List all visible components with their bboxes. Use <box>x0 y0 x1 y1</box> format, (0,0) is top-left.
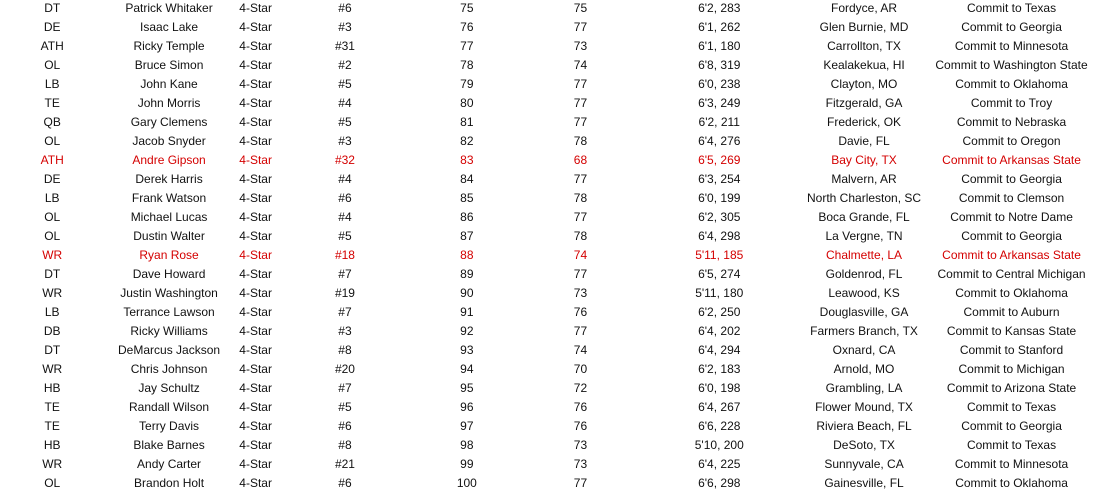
position-cell: WR <box>42 457 63 471</box>
hometown-cell: Gainesville, FL <box>824 476 904 490</box>
star-rating-cell: 4-Star <box>239 1 272 15</box>
commit-status-cell: Commit to Minnesota <box>954 39 1069 53</box>
overall-rank-cell: 90 <box>460 286 474 300</box>
height-weight-cell: 6'4, 202 <box>698 324 741 338</box>
star-rating-cell: 4-Star <box>239 115 272 129</box>
height-weight-cell: 6'1, 180 <box>698 39 741 53</box>
height-weight-cell: 6'4, 267 <box>698 400 741 414</box>
position-cell: OL <box>44 476 61 490</box>
table-row <box>0 18 1094 37</box>
position-rank-cell: #5 <box>338 77 352 91</box>
position-rank-cell: #6 <box>338 419 352 433</box>
height-weight-cell: 6'3, 254 <box>698 172 741 186</box>
commit-status-cell: Commit to Stanford <box>959 343 1064 357</box>
height-weight-cell: 6'0, 199 <box>698 191 741 205</box>
position-rank-cell: #8 <box>338 343 352 357</box>
position-cell: ATH <box>40 153 64 167</box>
commit-status-cell: Commit to Arkansas State <box>942 153 1081 167</box>
overall-rank-cell: 88 <box>460 248 474 262</box>
height-weight-cell: 6'4, 225 <box>698 457 741 471</box>
hometown-cell: Sunnyvale, CA <box>824 457 904 471</box>
player-name-cell: John Morris <box>137 96 201 110</box>
rating-cell: 78 <box>573 191 588 205</box>
hometown-cell: Davie, FL <box>838 134 890 148</box>
rating-cell: 77 <box>573 476 588 490</box>
table-row <box>0 341 1094 360</box>
star-rating-cell: 4-Star <box>239 305 272 319</box>
player-name-cell: Andre Gipson <box>132 153 206 167</box>
overall-rank-cell: 95 <box>460 381 474 395</box>
rating-cell: 77 <box>573 77 588 91</box>
rating-cell: 77 <box>573 96 588 110</box>
height-weight-cell: 5'11, 185 <box>695 248 744 262</box>
position-cell: OL <box>44 58 61 72</box>
rating-cell: 73 <box>573 286 588 300</box>
rating-cell: 77 <box>573 20 588 34</box>
star-rating-cell: 4-Star <box>239 381 272 395</box>
overall-rank-cell: 100 <box>456 476 477 490</box>
commit-status-cell: Commit to Auburn <box>963 305 1060 319</box>
table-row <box>0 246 1094 265</box>
commit-status-cell: Commit to Troy <box>970 96 1053 110</box>
position-rank-cell: #7 <box>338 267 352 281</box>
table-row <box>0 322 1094 341</box>
hometown-cell: Bay City, TX <box>831 153 897 167</box>
commit-status-cell: Commit to Notre Dame <box>950 210 1073 224</box>
position-rank-cell: #4 <box>338 172 352 186</box>
table-row <box>0 436 1094 455</box>
rating-cell: 76 <box>573 419 588 433</box>
player-name-cell: Brandon Holt <box>134 476 205 490</box>
overall-rank-cell: 98 <box>460 438 474 452</box>
player-name-cell: Isaac Lake <box>140 20 199 34</box>
position-rank-cell: #3 <box>338 324 352 338</box>
star-rating-cell: 4-Star <box>239 476 272 490</box>
hometown-cell: Boca Grande, FL <box>818 210 910 224</box>
overall-rank-cell: 93 <box>460 343 474 357</box>
overall-rank-cell: 87 <box>460 229 474 243</box>
star-rating-cell: 4-Star <box>239 267 272 281</box>
height-weight-cell: 6'8, 319 <box>698 58 741 72</box>
position-cell: WR <box>42 248 63 262</box>
rating-cell: 70 <box>573 362 588 376</box>
table-row <box>0 284 1094 303</box>
position-cell: OL <box>44 134 61 148</box>
hometown-cell: Chalmette, LA <box>826 248 903 262</box>
player-name-cell: Terry Davis <box>139 419 200 433</box>
table-row <box>0 227 1094 246</box>
position-cell: DT <box>44 1 61 15</box>
player-name-cell: Randall Wilson <box>129 400 210 414</box>
commit-status-cell: Commit to Texas <box>966 1 1057 15</box>
hometown-cell: Farmers Branch, TX <box>810 324 918 338</box>
commit-status-cell: Commit to Oklahoma <box>955 286 1068 300</box>
hometown-cell: North Charleston, SC <box>807 191 922 205</box>
position-cell: TE <box>44 96 60 110</box>
position-rank-cell: #19 <box>334 286 355 300</box>
rating-cell: 74 <box>573 248 588 262</box>
position-rank-cell: #20 <box>334 362 355 376</box>
overall-rank-cell: 77 <box>460 39 474 53</box>
table-row <box>0 398 1094 417</box>
overall-rank-cell: 92 <box>460 324 474 338</box>
hometown-cell: Glen Burnie, MD <box>819 20 909 34</box>
player-name-cell: Jay Schultz <box>138 381 200 395</box>
player-name-cell: Gary Clemens <box>130 115 208 129</box>
table-row <box>0 94 1094 113</box>
overall-rank-cell: 84 <box>460 172 474 186</box>
position-rank-cell: #31 <box>334 39 355 53</box>
position-cell: DE <box>43 172 61 186</box>
star-rating-cell: 4-Star <box>239 457 272 471</box>
star-rating-cell: 4-Star <box>239 191 272 205</box>
table-row <box>0 303 1094 322</box>
position-rank-cell: #7 <box>338 305 352 319</box>
rating-cell: 74 <box>573 343 588 357</box>
overall-rank-cell: 85 <box>460 191 474 205</box>
player-name-cell: Ryan Rose <box>139 248 199 262</box>
rating-cell: 74 <box>573 58 588 72</box>
player-name-cell: Jacob Snyder <box>132 134 206 148</box>
hometown-cell: Flower Mound, TX <box>815 400 913 414</box>
overall-rank-cell: 94 <box>460 362 474 376</box>
star-rating-cell: 4-Star <box>239 286 272 300</box>
position-rank-cell: #5 <box>338 229 352 243</box>
position-cell: LB <box>44 77 60 91</box>
height-weight-cell: 5'11, 180 <box>695 286 744 300</box>
rating-cell: 77 <box>573 267 588 281</box>
position-rank-cell: #3 <box>338 20 352 34</box>
hometown-cell: Carrollton, TX <box>827 39 901 53</box>
position-cell: ATH <box>40 39 64 53</box>
player-name-cell: Michael Lucas <box>130 210 208 224</box>
hometown-cell: DeSoto, TX <box>833 438 895 452</box>
hometown-cell: Goldenrod, FL <box>825 267 903 281</box>
position-cell: WR <box>42 286 63 300</box>
overall-rank-cell: 82 <box>460 134 474 148</box>
star-rating-cell: 4-Star <box>239 362 272 376</box>
player-name-cell: Terrance Lawson <box>123 305 215 319</box>
rating-cell: 73 <box>573 438 588 452</box>
commit-status-cell: Commit to Clemson <box>958 191 1065 205</box>
commit-status-cell: Commit to Central Michigan <box>937 267 1086 281</box>
position-cell: DE <box>43 20 61 34</box>
table-row <box>0 132 1094 151</box>
table-row <box>0 455 1094 474</box>
player-name-cell: DeMarcus Jackson <box>118 343 221 357</box>
position-cell: DT <box>44 267 61 281</box>
player-name-cell: Chris Johnson <box>130 362 208 376</box>
star-rating-cell: 4-Star <box>239 39 272 53</box>
position-cell: TE <box>44 419 60 433</box>
table-row <box>0 151 1094 170</box>
commit-status-cell: Commit to Georgia <box>961 20 1062 34</box>
hometown-cell: Riviera Beach, FL <box>816 419 912 433</box>
position-cell: OL <box>44 229 61 243</box>
star-rating-cell: 4-Star <box>239 343 272 357</box>
table-row <box>0 56 1094 75</box>
rating-cell: 76 <box>573 400 588 414</box>
position-rank-cell: #2 <box>338 58 352 72</box>
hometown-cell: La Vergne, TN <box>825 229 903 243</box>
position-cell: LB <box>44 191 60 205</box>
table-row <box>0 113 1094 132</box>
height-weight-cell: 6'4, 298 <box>698 229 741 243</box>
hometown-cell: Fordyce, AR <box>831 1 898 15</box>
height-weight-cell: 6'4, 276 <box>698 134 741 148</box>
overall-rank-cell: 89 <box>460 267 474 281</box>
position-rank-cell: #6 <box>338 191 352 205</box>
overall-rank-cell: 75 <box>460 1 474 15</box>
position-cell: HB <box>43 381 61 395</box>
table-row <box>0 189 1094 208</box>
rating-cell: 68 <box>573 153 588 167</box>
player-name-cell: Andy Carter <box>137 457 202 471</box>
player-name-cell: Dustin Walter <box>133 229 205 243</box>
height-weight-cell: 6'2, 211 <box>698 115 740 129</box>
position-rank-cell: #4 <box>338 210 352 224</box>
height-weight-cell: 6'5, 274 <box>698 267 741 281</box>
player-name-cell: Ricky Temple <box>133 39 205 53</box>
position-rank-cell: #32 <box>334 153 355 167</box>
overall-rank-cell: 79 <box>460 77 474 91</box>
player-name-cell: Derek Harris <box>135 172 203 186</box>
player-name-cell: Ricky Williams <box>130 324 208 338</box>
hometown-cell: Douglasville, GA <box>819 305 909 319</box>
rating-cell: 76 <box>573 305 588 319</box>
overall-rank-cell: 99 <box>460 457 474 471</box>
star-rating-cell: 4-Star <box>239 134 272 148</box>
position-rank-cell: #7 <box>338 381 352 395</box>
table-row <box>0 37 1094 56</box>
commit-status-cell: Commit to Arkansas State <box>942 248 1081 262</box>
player-name-cell: Frank Watson <box>131 191 207 205</box>
table-row <box>0 379 1094 398</box>
height-weight-cell: 6'3, 249 <box>698 96 741 110</box>
position-rank-cell: #6 <box>338 476 352 490</box>
position-cell: DB <box>43 324 61 338</box>
player-name-cell: Bruce Simon <box>134 58 204 72</box>
position-rank-cell: #8 <box>338 438 352 452</box>
star-rating-cell: 4-Star <box>239 438 272 452</box>
rating-cell: 78 <box>573 134 588 148</box>
rating-cell: 75 <box>573 1 588 15</box>
hometown-cell: Oxnard, CA <box>832 343 896 357</box>
commit-status-cell: Commit to Nebraska <box>956 115 1067 129</box>
star-rating-cell: 4-Star <box>239 20 272 34</box>
commit-status-cell: Commit to Georgia <box>961 229 1062 243</box>
commit-status-cell: Commit to Georgia <box>961 172 1062 186</box>
rating-cell: 77 <box>573 172 588 186</box>
star-rating-cell: 4-Star <box>239 96 272 110</box>
table-row <box>0 208 1094 227</box>
position-rank-cell: #3 <box>338 134 352 148</box>
hometown-cell: Grambling, LA <box>825 381 903 395</box>
commit-status-cell: Commit to Arizona State <box>946 381 1077 395</box>
player-name-cell: Justin Washington <box>120 286 218 300</box>
table-row <box>0 417 1094 436</box>
commit-status-cell: Commit to Kansas State <box>946 324 1077 338</box>
commit-status-cell: Commit to Minnesota <box>954 457 1069 471</box>
height-weight-cell: 6'4, 294 <box>698 343 741 357</box>
player-name-cell: Dave Howard <box>132 267 206 281</box>
commit-status-cell: Commit to Washington State <box>935 58 1088 72</box>
overall-rank-cell: 86 <box>460 210 474 224</box>
position-cell: OL <box>44 210 61 224</box>
table-row <box>0 474 1094 493</box>
rating-cell: 77 <box>573 210 588 224</box>
height-weight-cell: 6'1, 262 <box>698 20 741 34</box>
rating-cell: 77 <box>573 115 588 129</box>
rating-cell: 77 <box>573 324 588 338</box>
height-weight-cell: 6'0, 198 <box>698 381 741 395</box>
commit-status-cell: Commit to Oregon <box>962 134 1061 148</box>
commit-status-cell: Commit to Oklahoma <box>955 77 1068 91</box>
position-cell: DT <box>44 343 61 357</box>
position-rank-cell: #21 <box>334 457 355 471</box>
star-rating-cell: 4-Star <box>239 77 272 91</box>
star-rating-cell: 4-Star <box>239 324 272 338</box>
commit-status-cell: Commit to Texas <box>966 438 1057 452</box>
table-row <box>0 170 1094 189</box>
commit-status-cell: Commit to Michigan <box>958 362 1065 376</box>
overall-rank-cell: 80 <box>460 96 474 110</box>
overall-rank-cell: 96 <box>460 400 474 414</box>
star-rating-cell: 4-Star <box>239 58 272 72</box>
table-row <box>0 75 1094 94</box>
player-name-cell: Patrick Whitaker <box>125 1 213 15</box>
star-rating-cell: 4-Star <box>239 229 272 243</box>
height-weight-cell: 6'5, 269 <box>698 153 741 167</box>
commit-status-cell: Commit to Oklahoma <box>955 476 1068 490</box>
overall-rank-cell: 81 <box>460 115 474 129</box>
overall-rank-cell: 83 <box>460 153 474 167</box>
overall-rank-cell: 91 <box>460 305 474 319</box>
hometown-cell: Fitzgerald, GA <box>825 96 903 110</box>
star-rating-cell: 4-Star <box>239 172 272 186</box>
star-rating-cell: 4-Star <box>239 153 272 167</box>
height-weight-cell: 6'2, 183 <box>698 362 741 376</box>
position-cell: WR <box>42 362 63 376</box>
height-weight-cell: 6'2, 283 <box>698 1 741 15</box>
commit-status-cell: Commit to Texas <box>966 400 1057 414</box>
hometown-cell: Malvern, AR <box>831 172 897 186</box>
position-cell: LB <box>44 305 60 319</box>
position-cell: HB <box>43 438 61 452</box>
star-rating-cell: 4-Star <box>239 400 272 414</box>
hometown-cell: Clayton, MO <box>830 77 898 91</box>
height-weight-cell: 6'2, 305 <box>698 210 741 224</box>
star-rating-cell: 4-Star <box>239 210 272 224</box>
hometown-cell: Arnold, MO <box>833 362 895 376</box>
rating-cell: 72 <box>573 381 588 395</box>
position-cell: TE <box>44 400 60 414</box>
height-weight-cell: 6'0, 238 <box>698 77 741 91</box>
height-weight-cell: 6'6, 228 <box>698 419 741 433</box>
hometown-cell: Kealakekua, HI <box>823 58 905 72</box>
overall-rank-cell: 76 <box>460 20 474 34</box>
overall-rank-cell: 97 <box>460 419 474 433</box>
position-rank-cell: #5 <box>338 400 352 414</box>
rating-cell: 73 <box>573 457 588 471</box>
position-rank-cell: #18 <box>334 248 355 262</box>
rating-cell: 73 <box>573 39 588 53</box>
position-rank-cell: #6 <box>338 1 352 15</box>
hometown-cell: Leawood, KS <box>828 286 900 300</box>
table-row <box>0 0 1094 18</box>
table-row <box>0 360 1094 379</box>
position-rank-cell: #5 <box>338 115 352 129</box>
table-row <box>0 265 1094 284</box>
rating-cell: 78 <box>573 229 588 243</box>
star-rating-cell: 4-Star <box>239 248 272 262</box>
height-weight-cell: 6'2, 250 <box>698 305 741 319</box>
player-name-cell: Blake Barnes <box>133 438 205 452</box>
position-cell: QB <box>43 115 61 129</box>
commit-status-cell: Commit to Georgia <box>961 419 1062 433</box>
star-rating-cell: 4-Star <box>239 419 272 433</box>
position-rank-cell: #4 <box>338 96 352 110</box>
player-name-cell: John Kane <box>140 77 198 91</box>
height-weight-cell: 5'10, 200 <box>694 438 744 452</box>
hometown-cell: Frederick, OK <box>827 115 902 129</box>
overall-rank-cell: 78 <box>460 58 474 72</box>
height-weight-cell: 6'6, 298 <box>698 476 741 490</box>
